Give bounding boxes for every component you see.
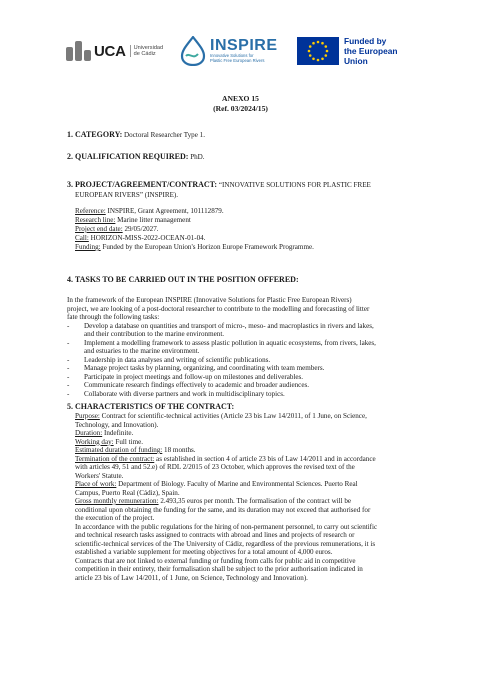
project-title-cont: EUROPEAN RIVERS” (INSPIRE). [75, 191, 179, 199]
section-contract-heading: 5. CHARACTERISTICS OF THE CONTRACT: [67, 402, 235, 411]
contract-working-day: Working day: Full time. [75, 437, 144, 446]
document-page: UCA Universidad de Cádiz INSPIRE Innovative Solutions for Plastic Free European Rivers Funded by the European Union ANEXO 15 (Ref. 03/2024/15) 1. CATEGORY: Doctoral Researcher Type 1. 2. QUALIFICATION REQUIRED: PhD. 3. PROJECT/AGREEMENT/CONTRACT: “INNOVATIVE SOLUTIONS FOR PLASTIC FREE EUROPEAN RIVERS” (INSPIRE). Reference: INSPIRE, Grant Agreement, 101112879. Research line: Marine litter management Project end date: 29/05/2027. Call: HORIZON-MISS-2022-OCEAN-01-04. Funding: Funded by the European Union's Horizon Europe Framework Programme. 4. TASKS TO BE CARRIED OUT IN THE POSITION OFFERED: In the framework of the European INSPIRE (Innovative Solutions for Plastic Free European Rivers) project, we are looking of a post-doctoral researcher to contribute to the modelling and forecasting of litter fate through the following tasks: - Develop a database on quantities and transport of micro-, meso- and macroplastics in rivers and lakes, and their contribution to the marine environment. - Implement a modelling framework to assess plastic pollution in aquatic ecosystems, from rivers, lakes, and estuaries to the marine environment. - Leadership in data analyses and writing of scientific publications. - Manage project tasks by planning, organizing, and coordinating with team members. - Participate in project meetings and follow-up on milestones and deliverables. - Communicate research findings effectively to academic and broader audiences. - Collaborate with diverse partners and work in multidisciplinary topics. 5. CHARACTERISTICS OF THE CONTRACT: Purpose: Contract for scientific-technical activities (Article 23 bis Law 14/2011, of 1 June, on Science, Technology, and Innovation). Duration: Indefinite. Working day: Full time. Estimated duration of funding: 18 months. Termination of the contract: as established in section 4 of article 23 bis of Law 14/2011 and in accordance with articles 49, 51 and 52.e) of RDL 2/2015 of 23 October, which approves the revised text of the Workers' Statute. Place of work: Department of Biology. Faculty of Marine and Environmental Sciences. Puerto Real Campus, Puerto Real (Cádiz), Spain. Gross monthly remuneration: 2.493,35 euros per month. The formalisation of the contract will be conditional upon obtaining the funding for the same, and its duration may not exceed that authorised for the execution of the project. In accordance with the public regulations for the hiring of non-permanent personnel, to carry out scientific and technical research tasks assigned to contracts with abroad and lines and projects of research or scientific-technical services of the The University of Cádiz, regardless of the previous remunerations, it is established a variable supplement for meeting objectives for a total amount of 4,000 euros. Contracts that are not linked to external funding or funding from calls for public aid in competitive competition in their entirety, their formalisation shall be subject to the prior authorisation indicated in article 23 bis of Law 14/2011, of 1 June, on Science, Technology and Innovation). [0, 0, 481, 680]
inspire-title: INSPIRE [210, 37, 278, 55]
project-funding: Funding: Funded by the European Union's Horizon Europe Framework Programme. [75, 243, 314, 251]
contract-termination-cont: Workers' Statute. [75, 471, 124, 480]
uca-abbr: UCA [94, 42, 126, 60]
contract-purpose-cont: Technology, and Innovation). [75, 420, 159, 429]
project-call: Call: HORIZON-MISS-2022-OCEAN-01-04. [75, 234, 206, 242]
contract-remuneration: Gross monthly remuneration: 2.493,35 euros per month. The formalisation of the contract will be [75, 497, 352, 505]
uca-logo [66, 34, 178, 68]
contract-place-of-work: Place of work: Department of Biology. Faculty of Marine and Environmental Sciences. Puerto Real [75, 480, 358, 488]
list-item: Collaborate with diverse partners and work in multidisciplinary topics. [84, 389, 285, 398]
tasks-intro-1: In the framework of the European INSPIRE (Innovative Solutions for Plastic Free European Rivers) [67, 296, 352, 304]
uca-name: Universidad de Cádiz [130, 45, 164, 58]
list-item: Leadership in data analyses and writing of scientific publications. [84, 355, 271, 364]
contract-termination: Termination of the contract: as established in section 4 of article 23 bis of Law 14/2011 and in accordance [75, 454, 376, 463]
contract-supplement-4: established a variable supplement for meeting objectives for a total amount of 4,000 euros. [75, 548, 333, 556]
contract-authorisation-3: article 23 bis of Law 14/2011, of 1 June, on Science, Technology and Innovation). [75, 573, 308, 582]
list-item: Develop a database on quantities and transport of micro-, meso- and macroplastics in rivers and lakes, [84, 321, 374, 330]
contract-supplement-2: and technical research tasks assigned to contracts with abroad and lines and projects of research or [75, 531, 355, 539]
tasks-intro-2: project, we are looking of a post-doctoral researcher to contribute to the modelling and forecasting of litter [67, 304, 370, 313]
contract-authorisation-2: competition in their entirety, their formalisation shall be subject to the prior authorisation indicated in [75, 565, 363, 573]
section-project: 3. PROJECT/AGREEMENT/CONTRACT: “INNOVATIVE SOLUTIONS FOR PLASTIC FREE [67, 180, 371, 189]
inspire-drop-icon [180, 36, 206, 66]
inspire-logo [180, 34, 292, 68]
contract-duration: Duration: Indefinite. [75, 429, 134, 437]
project-end-date: Project end date: 29/05/2027. [75, 225, 159, 233]
contract-supplement-3: scientific-technical services of the The University of Cádiz, regardless of the previous remunerations, it is [75, 539, 376, 548]
list-item: Communicate research findings effectively to academic and broader audiences. [84, 381, 309, 389]
project-reference: Reference: INSPIRE, Grant Agreement, 101112879. [75, 207, 224, 215]
inspire-subtitle-1: Innovative Solutions for [210, 53, 254, 59]
section-category: 1. CATEGORY: Doctoral Researcher Type 1. [67, 130, 205, 139]
list-item-cont: and estuaries to the marine environment. [84, 347, 200, 355]
contract-place-cont: Campus, Puerto Real (Cádiz), Spain. [75, 488, 180, 497]
annex-ref: (Ref. 03/2024/15) [213, 104, 268, 113]
contract-termination-cont: with articles 49, 51 and 52.e) of RDL 2/2015 of 23 October, which approves the revised text of the [75, 463, 355, 471]
contract-remuneration-cont: the execution of the project. [75, 514, 155, 522]
section-tasks-heading: 4. TASKS TO BE CARRIED OUT IN THE POSITION OFFERED: [67, 275, 299, 284]
section-qualification: 2. QUALIFICATION REQUIRED: PhD. [67, 152, 205, 161]
contract-supplement-1: In accordance with the public regulations for the hiring of non-permanent personnel, to carry out scientific [75, 522, 378, 531]
list-item: Manage project tasks by planning, organizing, and coordinating with team members. [84, 364, 325, 372]
uca-mark-icon [66, 41, 92, 61]
contract-purpose: Purpose: Contract for scientific-technical activities (Article 23 bis Law 14/2011, of 1 June, on Science, [75, 412, 367, 420]
annex-title: ANEXO 15 [222, 94, 259, 103]
eu-flag-icon [297, 37, 339, 65]
list-item: Implement a modelling framework to assess plastic pollution in aquatic ecosystems, from rivers, lakes, [84, 338, 376, 347]
eu-funding-logo [297, 34, 417, 68]
inspire-subtitle-2: Plastic Free European Rivers [210, 58, 265, 63]
list-item-cont: and their contribution to the marine environment. [84, 330, 225, 338]
project-research-line: Research line: Marine litter management [75, 216, 191, 224]
contract-remuneration-cont: conditional upon obtaining the funding for the same, and its duration may not exceed that authorised for [75, 505, 371, 514]
contract-estimated-duration: Estimated duration of funding: 18 months. [75, 446, 196, 454]
contract-authorisation-1: Contracts that are not linked to external funding or funding from calls for public aid in competitive [75, 556, 356, 565]
eu-funding-text: Funded by the European Union [344, 36, 398, 66]
tasks-intro-3: fate through the following tasks: [67, 313, 160, 321]
list-item: Participate in project meetings and follow-up on milestones and deliverables. [84, 372, 304, 381]
